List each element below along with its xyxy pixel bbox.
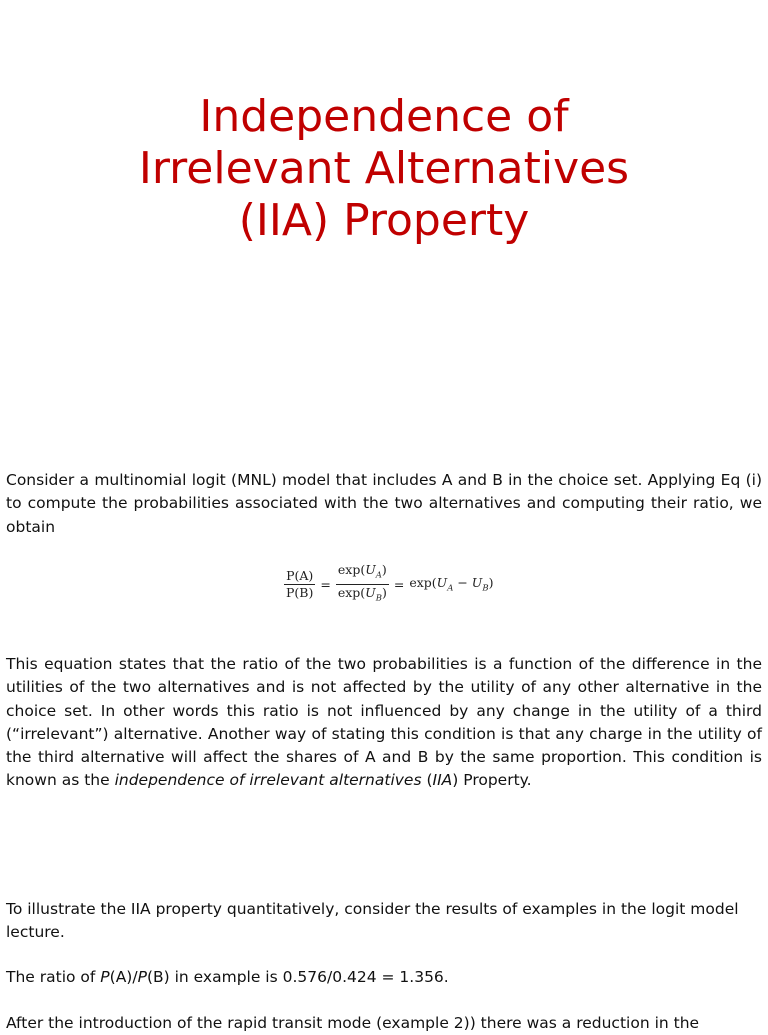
iia-abbr: IIA — [432, 771, 453, 790]
ratio-paragraph: The ratio of P(A)/P(B) in example is 0.576/0.424 = 1.356. — [6, 968, 449, 986]
probability-ratio-equation — [284, 562, 493, 606]
title-line-2: Irrelevant Alternatives — [138, 143, 630, 195]
middle-fraction — [336, 562, 389, 606]
lhs-fraction — [284, 568, 315, 601]
middle-numerator: $\exp(U_A)$ — [336, 562, 389, 585]
middle-denominator: $\exp(U_B)$ — [337, 584, 387, 603]
equals-sign: = — [320, 576, 331, 592]
intro-paragraph: Consider a multinomial logit (MNL) model that includes A and B in the choice set. Applying Eq (i) to compute the probabilities associated with the two alternatives and computing their ratio, we obtain — [6, 471, 762, 536]
page-title — [0, 91, 768, 247]
illustrate-paragraph: To illustrate the IIA property quantitatively, consider the results of examples in the logit model lecture. — [6, 900, 739, 942]
title-line-3: (IIA) Property — [238, 195, 530, 247]
iia-term: independence of irrelevant alternatives — [114, 771, 422, 790]
explanation-paragraph: This equation states that the ratio of the two probabilities is a function of the difference in the utilities of the two alternatives and is not affected by the utility of any other alternative in the choice set. In other words this ratio is not influenced by any change in the utility of a third (“irrelevant”) alternative. Another way of stating this condition is that any charge in the utility of the third alternative will affect the shares of A and B by the same proportion. This condition is known as the independence of irrelevant alternatives (IIA) Property. — [6, 655, 762, 790]
rhs-expression: $\exp(U_A - U_B)$ — [409, 574, 494, 594]
cutoff-paragraph: After the introduction of the rapid transit mode (example 2)) there was a reduction in the — [6, 1014, 700, 1032]
lhs-numerator: P(A) — [286, 567, 314, 583]
title-line-1: Independence of — [199, 91, 569, 143]
lhs-denominator: P(B) — [286, 584, 314, 600]
equals-sign-2: = — [393, 576, 405, 592]
